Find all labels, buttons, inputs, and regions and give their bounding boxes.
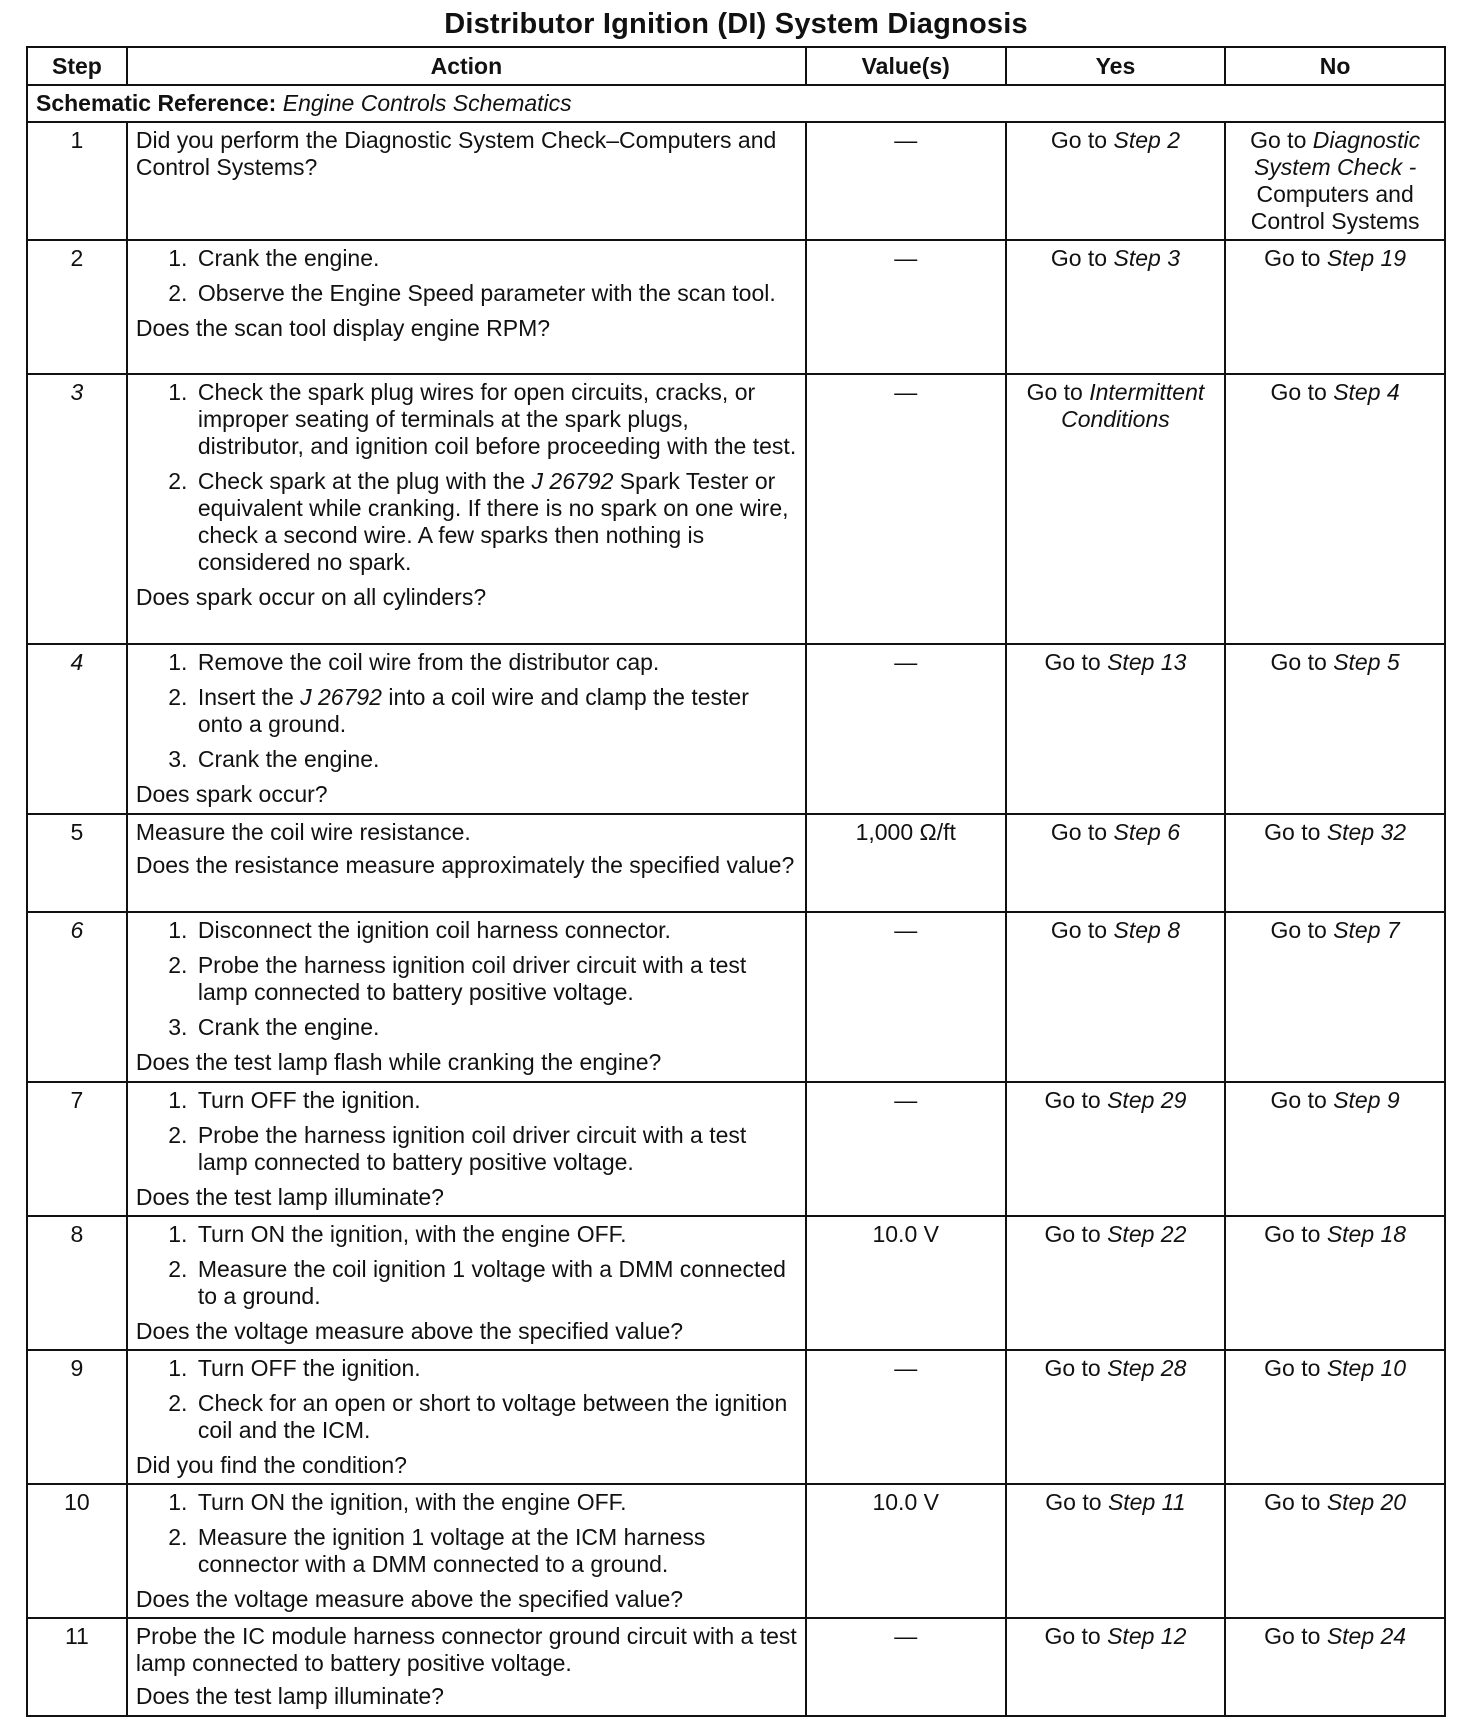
value-cell: —	[806, 644, 1006, 814]
schematic-reference-row	[27, 85, 1445, 122]
table-row	[27, 644, 1445, 814]
no-cell[interactable]	[1225, 814, 1445, 912]
action-text: Probe the IC module harness connector ground circuit with a test lamp connected to battery positive voltage.	[135, 1623, 797, 1676]
yes-cell[interactable]	[1006, 1082, 1226, 1216]
action-steps	[136, 1355, 797, 1444]
goto-label: Go to	[1044, 1623, 1101, 1649]
action-steps	[136, 1489, 797, 1578]
yes-cell[interactable]	[1006, 814, 1226, 912]
value-cell: —	[806, 122, 1006, 240]
goto-label: Go to	[1045, 1489, 1102, 1515]
action-item-prefix: Insert the	[197, 684, 294, 710]
no-target[interactable]: Step 5	[1333, 649, 1400, 675]
goto-label: Go to	[1264, 245, 1321, 271]
action-cell	[127, 912, 806, 1082]
goto-label: Go to	[1270, 917, 1327, 943]
goto-label: Go to	[1044, 649, 1101, 675]
goto-label: Go to	[1264, 1221, 1321, 1247]
action-item: 1. Turn ON the ignition, with the engine OFF.	[194, 1489, 797, 1516]
goto-label: Go to	[1270, 649, 1327, 675]
yes-target[interactable]: Step 3	[1113, 245, 1180, 271]
yes-target[interactable]: Step 29	[1107, 1087, 1187, 1113]
action-item: 3. Crank the engine.	[194, 1014, 797, 1041]
value-cell: 10.0 V	[806, 1484, 1006, 1618]
action-item: 1. Remove the coil wire from the distributor cap.	[194, 649, 797, 676]
action-item: 1. Check the spark plug wires for open circuits, cracks, or improper seating of terminals at the spark plugs, distributor, and ignition coil before proceeding with the test.	[194, 379, 797, 460]
value-cell: —	[806, 912, 1006, 1082]
goto-label: Go to	[1270, 379, 1327, 405]
value-cell: —	[806, 1350, 1006, 1484]
action-steps	[136, 649, 797, 773]
yes-cell[interactable]	[1006, 1484, 1226, 1618]
action-question: Does the scan tool display engine RPM?	[135, 315, 551, 341]
action-question: Does the voltage measure above the specified value?	[135, 1318, 684, 1344]
yes-target[interactable]: Step 8	[1113, 917, 1180, 943]
action-cell	[127, 240, 806, 374]
action-item: 2. Measure the ignition 1 voltage at the ICM harness connector with a DMM connected to a ground.	[194, 1524, 797, 1578]
yes-target[interactable]: Step 28	[1107, 1355, 1187, 1381]
step-number: 2	[27, 240, 127, 374]
yes-target[interactable]: Step 13	[1107, 649, 1187, 675]
no-target[interactable]: Step 10	[1326, 1355, 1407, 1381]
step-number: 5	[27, 814, 127, 912]
yes-cell[interactable]	[1006, 122, 1226, 240]
table-row	[27, 374, 1445, 644]
yes-target[interactable]: Intermittent Conditions	[1061, 379, 1205, 432]
action-item: 2. Check for an open or short to voltage between the ignition coil and the ICM.	[194, 1390, 797, 1444]
no-cell[interactable]	[1225, 1484, 1445, 1618]
header-no: No	[1225, 47, 1445, 85]
step-number: 8	[27, 1216, 127, 1350]
value-cell: 10.0 V	[806, 1216, 1006, 1350]
action-steps	[136, 245, 797, 307]
action-steps	[136, 1221, 797, 1310]
action-question: Does spark occur?	[135, 781, 328, 807]
action-item	[194, 468, 797, 576]
action-item: 3. Crank the engine.	[194, 746, 797, 773]
no-target[interactable]: Step 20	[1326, 1489, 1407, 1515]
value-cell: —	[806, 374, 1006, 644]
goto-label: Go to	[1050, 245, 1108, 271]
table-row	[27, 912, 1445, 1082]
no-target-rest: Computers and Control Systems	[1250, 181, 1420, 234]
action-item: 1. Crank the engine.	[194, 245, 797, 272]
action-item-rest: into a coil wire and clamp the tester onto a ground.	[197, 684, 749, 737]
table-header-row	[27, 47, 1445, 85]
no-cell[interactable]	[1225, 644, 1445, 814]
no-target[interactable]: Step 18	[1326, 1221, 1407, 1247]
table-row	[27, 1350, 1445, 1484]
goto-label: Go to	[1264, 1355, 1321, 1381]
table-row	[27, 1082, 1445, 1216]
no-cell[interactable]	[1225, 1618, 1445, 1716]
action-question: Does spark occur on all cylinders?	[135, 584, 487, 610]
step-number: 11	[27, 1618, 127, 1716]
no-target[interactable]: Diagnostic System Check -	[1253, 127, 1421, 180]
no-cell[interactable]	[1225, 1350, 1445, 1484]
action-cell	[127, 644, 806, 814]
action-question: Does the voltage measure above the specified value?	[135, 1586, 684, 1612]
yes-cell[interactable]	[1006, 1350, 1226, 1484]
action-question: Did you find the condition?	[135, 1452, 407, 1478]
action-cell	[127, 1618, 806, 1716]
goto-label: Go to	[1250, 127, 1307, 153]
goto-label: Go to	[1264, 1623, 1321, 1649]
step-number: 6	[27, 912, 127, 1082]
goto-label: Go to	[1270, 1087, 1327, 1113]
diagnosis-table	[26, 46, 1446, 1717]
action-question: Does the resistance measure approximately the specified value?	[135, 852, 795, 878]
action-item: 1. Turn OFF the ignition.	[194, 1355, 797, 1382]
goto-label: Go to	[1050, 917, 1108, 943]
no-target[interactable]: Step 19	[1326, 245, 1407, 271]
value-cell: 1,000 Ω/ft	[806, 814, 1006, 912]
action-item: 1. Turn OFF the ignition.	[194, 1087, 797, 1114]
step-number: 3	[27, 374, 127, 644]
step-number: 9	[27, 1350, 127, 1484]
action-item: 2. Measure the coil ignition 1 voltage with a DMM connected to a ground.	[194, 1256, 797, 1310]
goto-label: Go to	[1044, 1355, 1101, 1381]
yes-cell[interactable]	[1006, 240, 1226, 374]
action-steps	[136, 917, 797, 1041]
no-cell[interactable]	[1225, 122, 1445, 240]
value-cell: —	[806, 240, 1006, 374]
no-target[interactable]: Step 7	[1333, 917, 1400, 943]
yes-cell[interactable]	[1006, 1216, 1226, 1350]
step-number: 4	[27, 644, 127, 814]
table-row	[27, 240, 1445, 374]
schematic-reference	[27, 85, 1445, 122]
action-cell	[127, 1350, 806, 1484]
header-action: Action	[127, 47, 806, 85]
goto-label: Go to	[1264, 1489, 1321, 1515]
yes-cell[interactable]	[1006, 1618, 1226, 1716]
tool-reference: J 26792	[300, 684, 382, 710]
no-target[interactable]: Step 9	[1333, 1087, 1400, 1113]
no-target[interactable]: Step 4	[1333, 379, 1400, 405]
header-yes: Yes	[1006, 47, 1226, 85]
goto-label: Go to	[1044, 1221, 1101, 1247]
goto-label: Go to	[1026, 379, 1083, 405]
action-cell	[127, 814, 806, 912]
no-cell[interactable]	[1225, 912, 1445, 1082]
header-step: Step	[27, 47, 127, 85]
table-row	[27, 1484, 1445, 1618]
action-item-prefix: Check spark at the plug with the	[197, 468, 526, 494]
table-row	[27, 122, 1445, 240]
no-target[interactable]: Step 24	[1326, 1623, 1407, 1649]
action-item: 1. Turn ON the ignition, with the engine OFF.	[194, 1221, 797, 1248]
step-number: 10	[27, 1484, 127, 1618]
page-title: Distributor Ignition (DI) System Diagnosis	[444, 8, 1028, 40]
action-steps	[136, 379, 797, 576]
value-cell: —	[806, 1618, 1006, 1716]
no-target[interactable]: Step 32	[1326, 819, 1407, 845]
yes-cell[interactable]	[1006, 644, 1226, 814]
action-item: 2. Observe the Engine Speed parameter with the scan tool.	[194, 280, 797, 307]
goto-label: Go to	[1264, 819, 1321, 845]
yes-target[interactable]: Step 22	[1107, 1221, 1187, 1247]
action-question: Does the test lamp illuminate?	[135, 1683, 444, 1709]
goto-label: Go to	[1044, 1087, 1101, 1113]
action-steps	[136, 1087, 797, 1176]
action-item: 2. Probe the harness ignition coil driver circuit with a test lamp connected to battery positive voltage.	[194, 1122, 797, 1176]
yes-cell[interactable]	[1006, 912, 1226, 1082]
reference-link[interactable]: Engine Controls Schematics	[282, 90, 572, 116]
goto-label: Go to	[1050, 819, 1108, 845]
no-cell[interactable]	[1225, 1082, 1445, 1216]
no-cell[interactable]	[1225, 374, 1445, 644]
goto-label: Go to	[1050, 127, 1108, 153]
no-cell[interactable]	[1225, 240, 1445, 374]
action-item	[194, 684, 797, 738]
action-text: Did you perform the Diagnostic System Check–Computers and Control Systems?	[135, 127, 777, 180]
reference-label: Schematic Reference:	[36, 90, 277, 116]
action-text: Measure the coil wire resistance.	[135, 819, 471, 845]
table-row	[27, 814, 1445, 912]
yes-target[interactable]: Step 6	[1113, 819, 1180, 845]
value-cell: —	[806, 1082, 1006, 1216]
table-row	[27, 1618, 1445, 1716]
action-cell	[127, 1216, 806, 1350]
no-cell[interactable]	[1225, 1216, 1445, 1350]
action-question: Does the test lamp flash while cranking the engine?	[135, 1049, 662, 1075]
action-item-rest: Spark Tester or equivalent while cranking. If there is no spark on one wire, check a second wire. A few sparks then nothing is considered no spark.	[197, 468, 789, 575]
action-cell	[127, 1484, 806, 1618]
tool-reference: J 26792	[531, 468, 614, 494]
step-number: 7	[27, 1082, 127, 1216]
action-item: 2. Probe the harness ignition coil driver circuit with a test lamp connected to battery positive voltage.	[194, 952, 797, 1006]
yes-target[interactable]: Step 2	[1113, 127, 1180, 153]
header-values: Value(s)	[806, 47, 1006, 85]
table-row	[27, 1216, 1445, 1350]
step-number: 1	[27, 122, 127, 240]
yes-cell[interactable]	[1006, 374, 1226, 644]
action-cell	[127, 1082, 806, 1216]
yes-target[interactable]: Step 12	[1107, 1623, 1187, 1649]
action-cell	[127, 122, 806, 240]
action-item: 1. Disconnect the ignition coil harness connector.	[194, 917, 797, 944]
action-question: Does the test lamp illuminate?	[135, 1184, 444, 1210]
action-cell	[127, 374, 806, 644]
yes-target[interactable]: Step 11	[1107, 1489, 1186, 1515]
